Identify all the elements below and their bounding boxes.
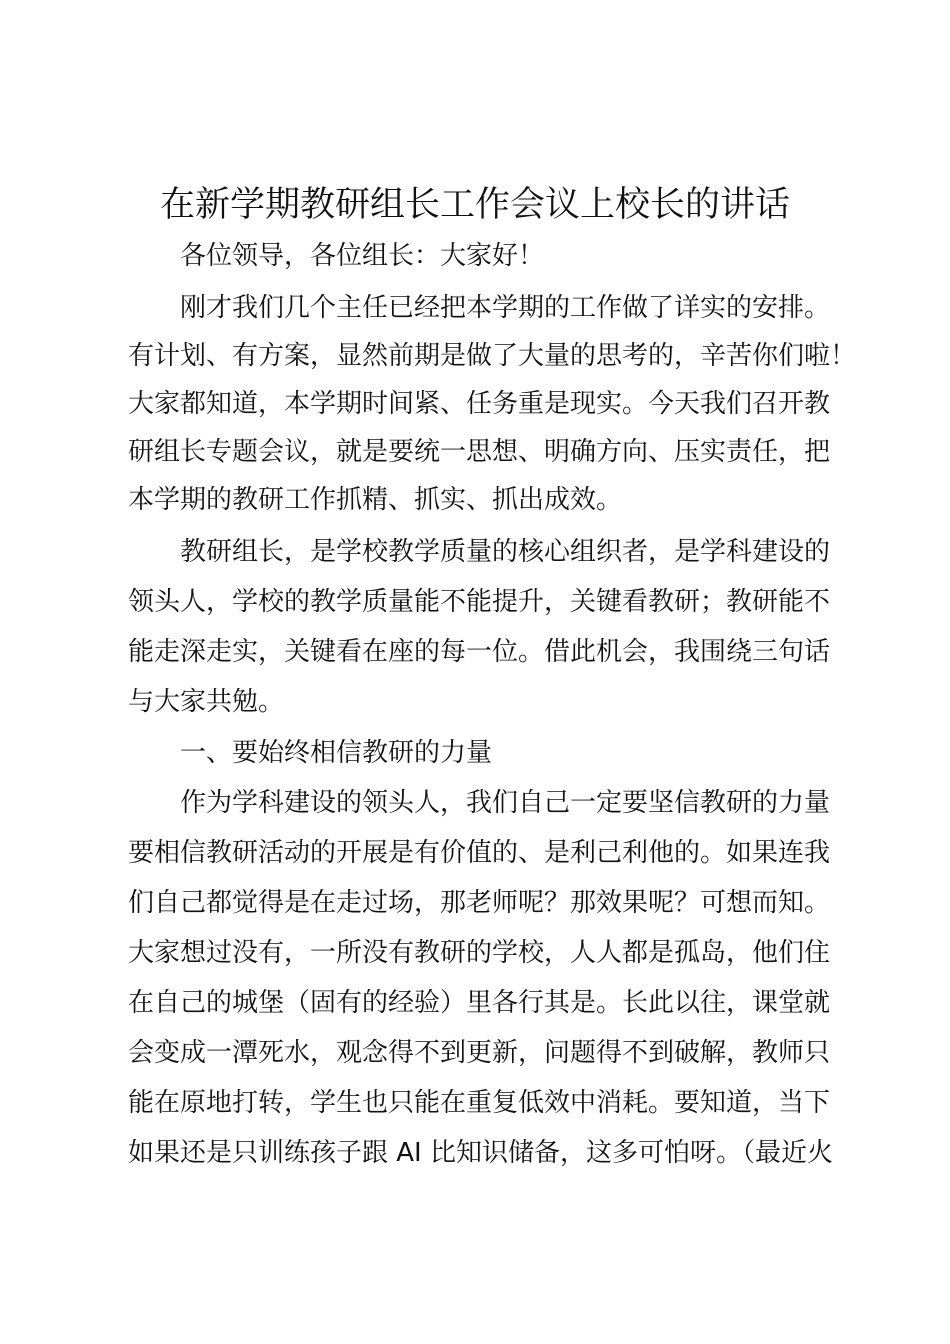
paragraph-line: 教研组长，是学校教学质量的核心组织者，是学科建设的	[180, 537, 831, 567]
paragraph-line: 会变成一潭死水，观念得不到更新，问题得不到破解，教师只	[128, 1038, 831, 1068]
greeting-line: 各位领导，各位组长：大家好！	[180, 241, 545, 271]
paragraph-line: 作为学科建设的领头人，我们自己一定要坚信教研的力量	[180, 788, 831, 818]
paragraph-line: 要相信教研活动的开展是有价值的、是利己利他的。如果连我	[128, 838, 831, 868]
paragraph-line: 们自己都觉得是在走过场，那老师呢？那效果呢？可想而知。	[128, 888, 831, 918]
paragraph-line: 本学期的教研工作抓精、抓实、抓出成效。	[128, 485, 623, 515]
paragraph-line: 刚才我们几个主任已经把本学期的工作做了详实的安排。	[180, 293, 831, 323]
paragraph-line: 研组长专题会议，就是要统一思想、明确方向、压实责任，把	[128, 437, 831, 467]
paragraph-line: 有计划、有方案，显然前期是做了大量的思考的，辛苦你们啦！	[128, 341, 857, 371]
paragraph-line: 如果还是只训练孩子跟 AI 比知识储备，这多可怕呀。（最近火	[128, 1138, 833, 1168]
paragraph-line: 在自己的城堡（固有的经验）里各行其是。长此以往，课堂就	[128, 988, 831, 1018]
paragraph-line: 大家想过没有，一所没有教研的学校，人人都是孤岛，他们住	[128, 938, 831, 968]
section-heading: 一、要始终相信教研的力量	[180, 738, 493, 768]
paragraph-line: 大家都知道，本学期时间紧、任务重是现实。今天我们召开教	[128, 389, 831, 419]
document-title: 在新学期教研组长工作会议上校长的讲话	[159, 185, 790, 225]
paragraph-line: 领头人，学校的教学质量能不能提升，关键看教研；教研能不	[128, 587, 831, 617]
paragraph-line: 与大家共勉。	[128, 687, 285, 717]
paragraph-line: 能走深走实，关键看在座的每一位。借此机会，我围绕三句话	[128, 637, 831, 667]
paragraph-line: 能在原地打转，学生也只能在重复低效中消耗。要知道，当下	[128, 1088, 831, 1118]
